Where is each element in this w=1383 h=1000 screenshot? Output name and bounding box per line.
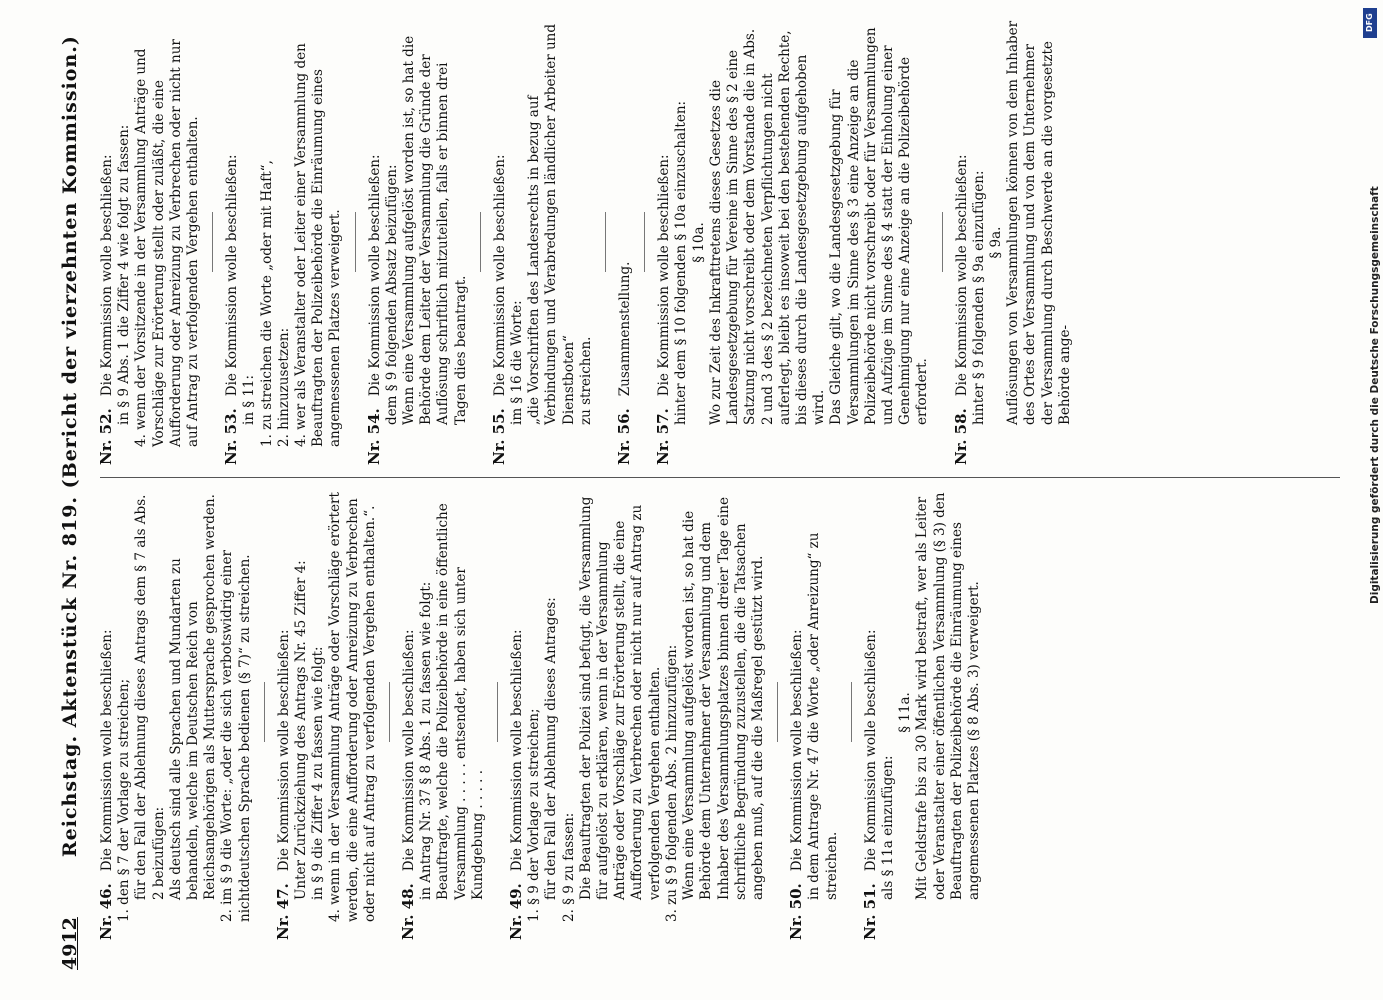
antrag-block xyxy=(508,485,767,940)
antrag-line: hinter § 9 folgenden § 9a einzufügen: xyxy=(970,170,987,425)
antrag-line: 4. wenn der Vorsitzende in der Versammlung Anträge und Vorschläge zur Erörterung stellt oder zuläßt, die eine Aufforderung oder Anreizung zu Verbrechen oder nicht nur auf Antrag zu verfolgenden Vergehen enthalten. xyxy=(133,34,202,447)
antrag-line: 2. § 9 zu fassen: xyxy=(560,812,577,922)
column-divider xyxy=(100,477,1340,478)
antrag-number: Nr. 49. xyxy=(507,883,526,940)
antrag-line: 1. zu streichen die Worte „oder mit Haft“, xyxy=(258,160,275,447)
antrag-line: Die Beauftragten der Polizei sind befugt, die Versammlung für aufgelöst zu erklären, wenn in der Versammlung Anträge oder Vorschläge zur Erörterung stellt, die eine Aufforderung zu Verbrechen oder nicht nur auf Antrag zu verfolgenden Vergehen enthalten. xyxy=(577,492,663,900)
antrag-line: in Antrag Nr. 37 § 8 Abs. 1 zu fassen wie folgt: xyxy=(418,581,435,900)
antrag-number: Nr. 55. xyxy=(489,408,508,465)
antrag-block xyxy=(616,20,634,465)
antrag-block xyxy=(788,485,841,940)
antrag-line: 2. im § 9 die Worte: „oder die sich verbotswidrig einer nichtdeutschen Sprache bedienen (§ 7)“ zu streichen. xyxy=(219,545,253,922)
antrag-number: Nr. 54. xyxy=(364,408,383,465)
antrag-block xyxy=(366,20,470,465)
separator-rule xyxy=(777,683,778,743)
antrag-line: „die Vorschriften des Landesrechts in bezug auf Verbindungen und Verabredungen ländlicher Arbeiter und Dienstboten“ xyxy=(526,19,577,425)
antrag-line: für den Fall der Ablehnung dieses Antrages: xyxy=(543,597,560,900)
antrag-line: Wenn eine Versammlung aufgelöst worden ist, so hat die Behörde dem Leiter der Versammlung die Gründe der Auflösung schriftlich mitzuteilen, falls er binnen drei Tagen dies beantragt. xyxy=(401,31,469,425)
antrag-line: Die Kommission wolle beschließen: xyxy=(862,629,879,872)
antrag-line: 3. zu § 9 folgenden Abs. 2 hinzuzufügen: xyxy=(663,644,680,922)
antrag-block xyxy=(275,485,379,940)
antrag-line: dem § 9 folgenden Absatz beizufügen: xyxy=(383,164,400,425)
right-column xyxy=(97,16,1084,465)
antrag-line: § 9a. xyxy=(987,226,1004,259)
antrag-line: 1. den § 7 der Vorlage zu streichen; xyxy=(116,678,133,922)
separator-rule xyxy=(212,213,213,273)
antrag-line: Zusammenstellung. xyxy=(617,261,634,397)
antrag-line: Wo zur Zeit des Inkrafttretens dieses Gesetzes die Landesgesetzgebung für Vereine im Sinne des § 2 eine Satzung nicht vorschreibt oder dem Vorstande die in Abs. 2 und 3 des § 2 bezeichneten Verpflichtungen nicht auferlegt, bleibt es insoweit bei den bestehenden Rechte, bis dieses durch die Landesgesetzgebung aufgehoben wird. xyxy=(707,24,828,425)
separator-rule xyxy=(480,213,481,273)
antrag-line: in § 11: xyxy=(241,374,258,425)
antrag-number: Nr. 47. xyxy=(273,883,292,940)
separator-rule xyxy=(644,213,645,273)
antrag-line: § 10a. xyxy=(690,222,707,263)
antrag-line: in § 9 Abs. 1 die Ziffer 4 wie folgt zu fassen: xyxy=(116,124,133,425)
antrag-number: Nr. 51. xyxy=(860,883,879,940)
separator-rule xyxy=(942,213,943,273)
antrag-line: Mit Geldstrafe bis zu 30 Mark wird bestraft, wer als Leiter oder Veranstalter einer öffentlichen Versammlung (§ 3) den Beauftragten der Polizeibehörde die Einräumung eines angemessenen Platzes (§ 8 Abs. 3) verweigert. xyxy=(914,488,982,900)
digitization-credit: Digitalisierung gefördert durch die Deutsche Forschungsgemeinschaft xyxy=(1369,186,1381,604)
separator-rule xyxy=(355,213,356,273)
antrag-block xyxy=(400,485,487,940)
left-column xyxy=(98,485,993,940)
antrag-line: Wenn eine Versammlung aufgelöst worden ist, so hat die Behörde dem Unternehmer der Versammlung und dem Inhaber des Versammlungsplatzes binnen dreier Tage eine schriftliche Begründung zuzustellen, die die Tatsachen angeben muß, auf die die Maßregel gestützt wird. xyxy=(681,492,766,900)
separator-rule xyxy=(264,683,265,743)
antrag-number: Nr. 46. xyxy=(97,883,115,940)
antrag-line: als § 11a einzufügen: xyxy=(879,755,896,900)
dfg-logo: DFG xyxy=(1363,8,1377,38)
antrag-line: Das Gleiche gilt, wo die Landesgesetzgebung für Versammlungen im Sinne des § 3 eine Anzeige an die Polizeibehörde nicht vorschreibt oder für Versammlungen und Aufzüge im Sinne des § 4 statt der Einholung einer Genehmigung nur eine Anzeige an die Polizeibehörde erfordert. xyxy=(828,23,931,425)
antrag-line: Als deutsch sind alle Sprachen und Mundarten zu behandeln, welche im Deutschen Reich von Reichsangehörigen als Muttersprache gesprochen werden. xyxy=(167,494,219,900)
separator-rule xyxy=(605,213,606,273)
antrag-line: in § 9 die Ziffer 4 zu fassen wie folgt: xyxy=(310,646,327,900)
document-title: Reichstag. Aktenstück Nr. 819. (Bericht der vierzehnten Kommission.) xyxy=(59,35,81,858)
antrag-line: Die Kommission wolle beschließen: xyxy=(491,154,508,397)
antrag-line: Die Kommission wolle beschließen: xyxy=(789,629,806,872)
antrag-line: § 11a. xyxy=(897,692,914,733)
antrag-line: Die Kommission wolle beschließen: xyxy=(366,154,383,397)
antrag-line: in dem Antrage Nr. 47 die Worte „oder Anreizung“ zu streichen. xyxy=(806,528,840,900)
separator-rule xyxy=(389,683,390,743)
antrag-number: Nr. 50. xyxy=(787,883,806,940)
antrag-block xyxy=(98,20,202,465)
antrag-block xyxy=(223,20,344,465)
antrag-line: Die Kommission wolle beschließen: xyxy=(953,154,970,397)
antrag-block xyxy=(98,485,254,940)
antrag-line: Die Kommission wolle beschließen: xyxy=(401,629,418,872)
antrag-block xyxy=(862,485,983,940)
antrag-line: Die Kommission wolle beschließen: xyxy=(509,629,526,872)
antrag-line: 1. § 9 der Vorlage zu streichen; xyxy=(526,708,543,922)
antrag-line: Die Kommission wolle beschließen: xyxy=(656,154,673,397)
antrag-line: 2. hinzuzusetzen: xyxy=(275,327,292,447)
antrag-line: Die Kommission wolle beschließen: xyxy=(275,629,292,872)
antrag-number: Nr. 52. xyxy=(97,408,115,465)
antrag-line: für den Fall der Ablehnung dieses Antrags dem § 7 als Abs. 2 beizufügen: xyxy=(133,490,167,900)
antrag-line: Die Kommission wolle beschließen: xyxy=(224,154,241,397)
page-header xyxy=(50,30,90,970)
antrag-number: Nr. 57. xyxy=(654,408,673,465)
antrag-line: im § 16 die Worte: xyxy=(509,300,526,425)
rotated-document-page xyxy=(40,0,1340,1000)
antrag-line: Auflösungen von Versammlungen können von dem Inhaber des Ortes der Versammlung und von dem Unternehmer der Versammlung durch Beschwerde an die vorgesetzte Behörde ange- xyxy=(1005,16,1073,425)
antrag-block xyxy=(655,20,931,465)
antrag-line: Die Kommission wolle beschließen: xyxy=(99,629,115,872)
antrag-number: Nr. 48. xyxy=(399,883,418,940)
antrag-number: Nr. 53. xyxy=(222,408,241,465)
antrag-block xyxy=(951,16,1074,465)
page-number: 4912 xyxy=(59,917,81,970)
antrag-number: Nr. 56. xyxy=(615,408,634,465)
antrag-line: 4. wer als Veranstalter oder Leiter einer Versammlung den Beauftragten der Polizeibehörde die Einräumung eines angemessenen Platzes verweigert. xyxy=(293,38,344,447)
antrag-line: Die Kommission wolle beschließen: xyxy=(99,154,115,397)
antrag-number: Nr. 58. xyxy=(951,408,970,465)
antrag-line: hinter dem § 10 folgenden § 10a einzuschalten: xyxy=(673,100,690,425)
antrag-line: 4. wenn in der Versammlung Anträge oder Vorschläge erörtert werden, die eine Aufforderung oder Anreizung zu Verbrechen oder nicht auf Antrag zu verfolgenden Vergehen enthalten.“. xyxy=(327,487,378,922)
antrag-line: zu streichen. xyxy=(577,336,594,425)
separator-rule xyxy=(497,683,498,743)
antrag-line: Beauftragte, welche die Polizeibehörde in eine öffentliche Versammlung . . . . . entsendet, haben sich unter Kundgebung . . . . . xyxy=(435,499,486,900)
separator-rule xyxy=(851,683,852,743)
antrag-line: Unter Zurückziehung des Antrags Nr. 45 Ziffer 4: xyxy=(293,560,310,900)
antrag-block xyxy=(491,20,595,465)
